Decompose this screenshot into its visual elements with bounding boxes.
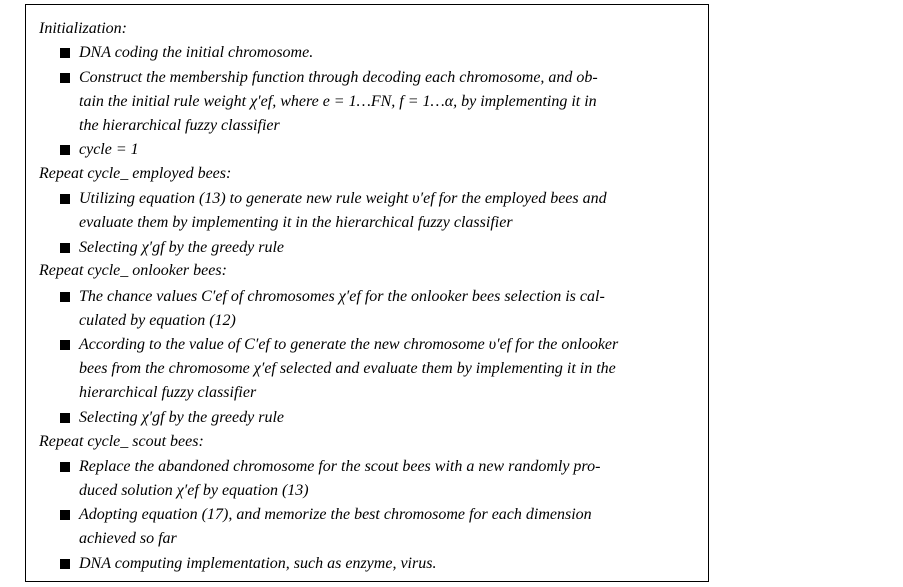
square-bullet-icon <box>60 243 70 253</box>
square-bullet-icon <box>60 510 70 520</box>
item-text-continued: evaluate them by implementing it in the hierarchical fuzzy classifier <box>79 214 513 231</box>
square-bullet-icon <box>60 340 70 350</box>
section-heading-onlooker-bees: Repeat cycle_ onlooker bees: <box>39 262 227 279</box>
item-text: According to the value of C′ef to generate the new chromosome υ′ef for the onlooker <box>79 336 619 353</box>
item-text-continued: tain the initial rule weight χ′ef, where e = 1…FN, f = 1…α, by implementing it in <box>79 93 597 110</box>
item-text: Construct the membership function through decoding each chromosome, and ob- <box>79 69 598 86</box>
square-bullet-icon <box>60 292 70 302</box>
item-text: cycle = 1 <box>79 141 139 158</box>
item-text: Replace the abandoned chromosome for the scout bees with a new randomly pro- <box>79 458 601 475</box>
item-text: DNA computing implementation, such as enzyme, virus. <box>79 555 437 572</box>
item-text-continued: duced solution χ′ef by equation (13) <box>79 482 309 499</box>
square-bullet-icon <box>60 559 70 569</box>
square-bullet-icon <box>60 462 70 472</box>
square-bullet-icon <box>60 48 70 58</box>
square-bullet-icon <box>60 194 70 204</box>
item-text: Selecting χ′gf by the greedy rule <box>79 409 284 426</box>
square-bullet-icon <box>60 413 70 423</box>
item-text: Selecting χ′gf by the greedy rule <box>79 239 284 256</box>
item-text-continued: bees from the chromosome χ′ef selected and evaluate them by implementing it in the <box>79 360 616 377</box>
square-bullet-icon <box>60 145 70 155</box>
item-text: Utilizing equation (13) to generate new rule weight υ′ef for the employed bees and <box>79 190 607 207</box>
section-heading-employed-bees: Repeat cycle_ employed bees: <box>39 165 232 182</box>
item-text-continued: culated by equation (12) <box>79 312 236 329</box>
item-text-continued: the hierarchical fuzzy classifier <box>79 117 280 134</box>
item-text: The chance values C′ef of chromosomes χ′ef for the onlooker bees selection is cal- <box>79 288 605 305</box>
item-text-continued: hierarchical fuzzy classifier <box>79 384 257 401</box>
item-text: DNA coding the initial chromosome. <box>79 44 314 61</box>
square-bullet-icon <box>60 73 70 83</box>
section-heading-initialization: Initialization: <box>39 20 127 37</box>
algorithm-box <box>25 4 709 582</box>
item-text-continued: achieved so far <box>79 530 177 547</box>
item-text: Adopting equation (17), and memorize the best chromosome for each dimension <box>79 506 592 523</box>
section-heading-scout-bees: Repeat cycle_ scout bees: <box>39 433 204 450</box>
